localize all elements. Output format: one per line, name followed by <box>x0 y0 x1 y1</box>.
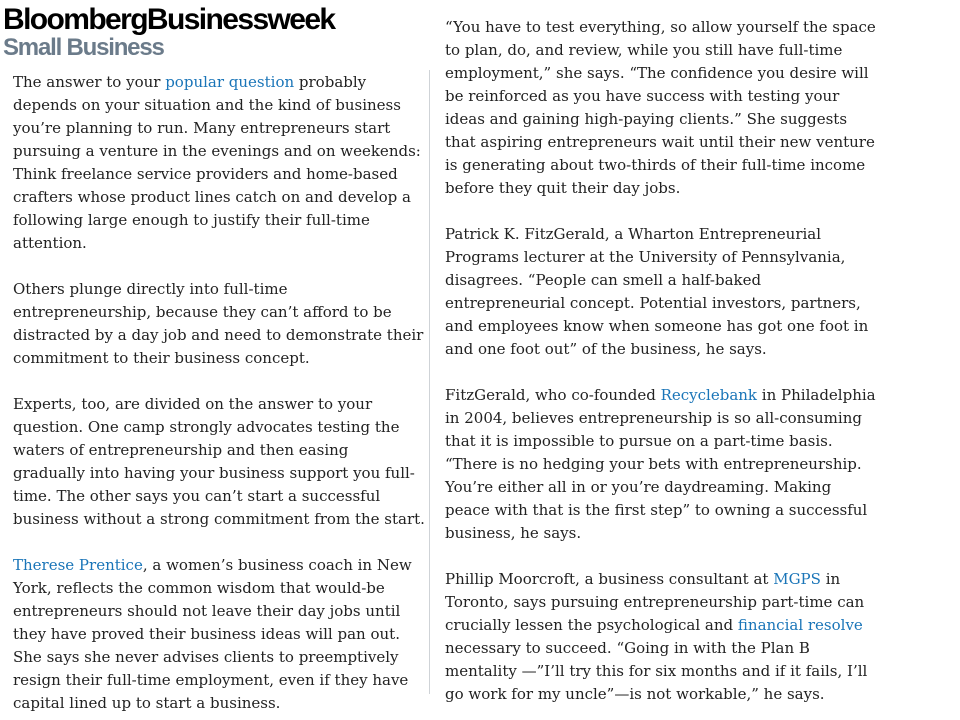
mgps-link[interactable]: MGPS <box>773 570 821 588</box>
popular-question-link[interactable]: popular question <box>165 73 295 91</box>
recyclebank-link[interactable]: Recyclebank <box>660 386 758 404</box>
text: Phillip Moorcroft, a business consultant at <box>445 570 774 588</box>
section-title[interactable]: Small Business <box>3 34 164 61</box>
financial-resolve-link[interactable]: financial resolve <box>737 616 863 634</box>
paragraph-1 <box>13 71 425 255</box>
text: FitzGerald, who co-founded <box>445 386 661 404</box>
paragraph-8 <box>445 568 877 706</box>
text: necessary to succeed. “Going in with the Plan B mentality —”I’ll try this for six months and if it fails, I’ll go work for my uncle”—is not workable,” he says. <box>445 639 868 703</box>
masthead <box>3 4 335 61</box>
paragraph-6: Patrick K. FitzGerald, a Wharton Entrepreneurial Programs lecturer at the University of Pennsylvania, disagrees. “People can smell a half-baked entrepreneurial concept. Potential investors, partners, and employees know when someone has got one foot in and one foot out” of the business, he says. <box>445 225 869 358</box>
article-column-left <box>13 71 425 715</box>
paragraph-3: Experts, too, are divided on the answer to your question. One camp strongly advocates testing the waters of entrepreneurship and then easing gradually into having your business support you full-time. The other says you can’t start a successful business without a strong commitment from the start. <box>13 395 425 528</box>
article-column-right <box>445 16 877 706</box>
text: , a women’s business coach in New York, reflects the common wisdom that would-be entrepreneurs should not leave their day jobs until they have proved their business ideas will pan out. She says she never advises clients to preemptively resign their full-time employment, even if they have capital lined up to start a business. <box>13 556 412 712</box>
paragraph-5: “You have to test everything, so allow yourself the space to plan, do, and review, while you still have full-time employment,” she says. “The confidence you desire will be reinforced as you have success with testing your ideas and gaining high-paying clients.” She suggests that aspiring entrepreneurs wait until their new venture is generating about two-thirds of their full-time income before they quit their day jobs. <box>445 18 876 197</box>
text: The answer to your <box>13 73 166 91</box>
brand-logo[interactable]: BloombergBusinessweek <box>3 3 335 36</box>
text: probably depends on your situation and the kind of business you’re planning to run. Many entrepreneurs start pursuing a venture in the evenings and on weekends: Think freelance service providers and home-based crafters whose product lines catch on and develop a following large enough to justify their full-time attention. <box>13 73 421 252</box>
text: in Toronto, says pursuing entrepreneurship part-time can crucially lessen the psychological and <box>445 570 865 634</box>
therese-prentice-link[interactable]: Therese Prentice <box>13 556 143 574</box>
paragraph-7 <box>445 384 877 545</box>
paragraph-2: Others plunge directly into full-time entrepreneurship, because they can’t afford to be distracted by a day job and need to demonstrate their commitment to their business concept. <box>13 280 424 367</box>
paragraph-4 <box>13 554 425 715</box>
text: in Philadelphia in 2004, believes entrepreneurship is so all-consuming that it is impossible to pursue on a part-time basis. “There is no hedging your bets with entrepreneurship. You’re either all in or you’re daydreaming. Making peace with that is the first step” to owning a successful business, he says. <box>445 386 876 542</box>
column-divider <box>429 70 430 694</box>
